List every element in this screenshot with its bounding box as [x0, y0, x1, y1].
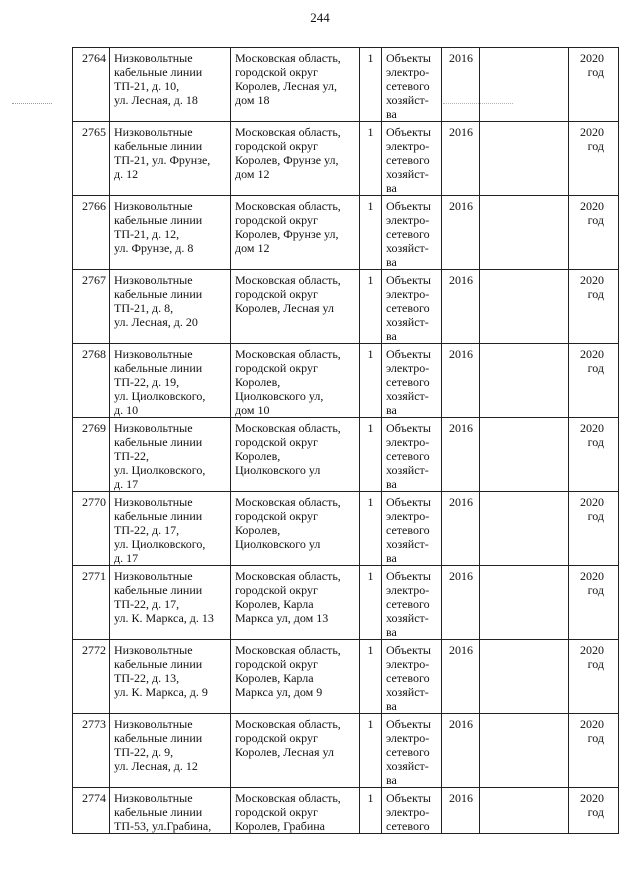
row-number-cell: 2770: [73, 492, 110, 566]
object-name-cell: Низковольтные кабельные линии ТП-21, д. 8, ул. Лесная, д. 20: [110, 270, 231, 344]
quantity-cell: 1: [360, 122, 382, 196]
category-cell: Объекты электро- сетевого хозяйст- ва: [382, 270, 442, 344]
empty-cell: [480, 788, 569, 834]
row-number-cell: 2768: [73, 344, 110, 418]
category-cell: Объекты электро- сетевого хозяйст- ва: [382, 196, 442, 270]
empty-cell: [480, 270, 569, 344]
address-cell: Московская область, городской округ Королев, Лесная ул: [231, 714, 360, 788]
row-number-cell: 2764: [73, 48, 110, 122]
quantity-cell: 1: [360, 48, 382, 122]
term-cell: 2020 год: [569, 566, 619, 640]
year-cell: 2016: [442, 196, 480, 270]
quantity-cell: 1: [360, 196, 382, 270]
empty-cell: [480, 714, 569, 788]
row-number-cell: 2774: [73, 788, 110, 834]
table-row: [73, 344, 619, 418]
row-number-cell: 2766: [73, 196, 110, 270]
table-row: [73, 566, 619, 640]
address-cell: Московская область, городской округ Королев, Фрунзе ул, дом 12: [231, 122, 360, 196]
object-name-cell: Низковольтные кабельные линии ТП-21, д. 10, ул. Лесная, д. 18: [110, 48, 231, 122]
term-cell: 2020 год: [569, 270, 619, 344]
object-name-cell: Низковольтные кабельные линии ТП-21, ул. Фрунзе, д. 12: [110, 122, 231, 196]
object-name-cell: Низковольтные кабельные линии ТП-22, д. 17, ул. Циолковского, д. 17: [110, 492, 231, 566]
table-row: [73, 492, 619, 566]
year-cell: 2016: [442, 270, 480, 344]
empty-cell: [480, 492, 569, 566]
object-name-cell: Низковольтные кабельные линии ТП-21, д. 12, ул. Фрунзе, д. 8: [110, 196, 231, 270]
table-body: [73, 48, 619, 834]
registry-table: [72, 47, 619, 834]
quantity-cell: 1: [360, 566, 382, 640]
term-cell: 2020 год: [569, 418, 619, 492]
term-cell: 2020 год: [569, 492, 619, 566]
year-cell: 2016: [442, 122, 480, 196]
address-cell: Московская область, городской округ Королев, Карла Маркса ул, дом 9: [231, 640, 360, 714]
row-number-cell: 2772: [73, 640, 110, 714]
quantity-cell: 1: [360, 344, 382, 418]
address-cell: Московская область, городской округ Королев, Циолковского ул: [231, 418, 360, 492]
object-name-cell: Низковольтные кабельные линии ТП-22, д. 13, ул. К. Маркса, д. 9: [110, 640, 231, 714]
address-cell: Московская область, городской округ Королев, Циолковского ул, дом 10: [231, 344, 360, 418]
registry-table-container: [72, 47, 618, 834]
address-cell: Московская область, городской округ Королев, Карла Маркса ул, дом 13: [231, 566, 360, 640]
term-cell: 2020 год: [569, 344, 619, 418]
empty-cell: [480, 122, 569, 196]
object-name-cell: Низковольтные кабельные линии ТП-53, ул.Грабина,: [110, 788, 231, 834]
table-row: [73, 714, 619, 788]
address-cell: Московская область, городской округ Королев, Лесная ул: [231, 270, 360, 344]
year-cell: 2016: [442, 566, 480, 640]
year-cell: 2016: [442, 418, 480, 492]
scan-artifact: [12, 103, 52, 106]
address-cell: Московская область, городской округ Королев, Лесная ул, дом 18: [231, 48, 360, 122]
category-cell: Объекты электро- сетевого хозяйст- ва: [382, 566, 442, 640]
year-cell: 2016: [442, 344, 480, 418]
quantity-cell: 1: [360, 788, 382, 834]
row-number-cell: 2769: [73, 418, 110, 492]
term-cell: 2020 год: [569, 122, 619, 196]
page-number: 244: [310, 10, 330, 25]
object-name-cell: Низковольтные кабельные линии ТП-22, д. 9, ул. Лесная, д. 12: [110, 714, 231, 788]
address-cell: Московская область, городской округ Королев, Грабина: [231, 788, 360, 834]
empty-cell: [480, 566, 569, 640]
row-number-cell: 2773: [73, 714, 110, 788]
table-row: [73, 270, 619, 344]
empty-cell: [480, 48, 569, 122]
quantity-cell: 1: [360, 640, 382, 714]
object-name-cell: Низковольтные кабельные линии ТП-22, ул. Циолковского, д. 17: [110, 418, 231, 492]
quantity-cell: 1: [360, 714, 382, 788]
category-cell: Объекты электро- сетевого хозяйст- ва: [382, 122, 442, 196]
category-cell: Объекты электро- сетевого хозяйст- ва: [382, 714, 442, 788]
year-cell: 2016: [442, 788, 480, 834]
category-cell: Объекты электро- сетевого хозяйст- ва: [382, 418, 442, 492]
term-cell: 2020 год: [569, 640, 619, 714]
table-row: [73, 196, 619, 270]
term-cell: 2020 год: [569, 196, 619, 270]
year-cell: 2016: [442, 492, 480, 566]
table-row: [73, 418, 619, 492]
term-cell: 2020 год: [569, 714, 619, 788]
quantity-cell: 1: [360, 492, 382, 566]
object-name-cell: Низковольтные кабельные линии ТП-22, д. 17, ул. К. Маркса, д. 13: [110, 566, 231, 640]
year-cell: 2016: [442, 48, 480, 122]
empty-cell: [480, 418, 569, 492]
term-cell: 2020 год: [569, 48, 619, 122]
category-cell: Объекты электро- сетевого хозяйст- ва: [382, 492, 442, 566]
quantity-cell: 1: [360, 270, 382, 344]
table-row: [73, 48, 619, 122]
object-name-cell: Низковольтные кабельные линии ТП-22, д. 19, ул. Циолковского, д. 10: [110, 344, 231, 418]
table-row: [73, 122, 619, 196]
quantity-cell: 1: [360, 418, 382, 492]
table-row: [73, 640, 619, 714]
term-cell: 2020 год: [569, 788, 619, 834]
empty-cell: [480, 640, 569, 714]
category-cell: Объекты электро- сетевого хозяйст- ва: [382, 344, 442, 418]
address-cell: Московская область, городской округ Королев, Циолковского ул: [231, 492, 360, 566]
address-cell: Московская область, городской округ Королев, Фрунзе ул, дом 12: [231, 196, 360, 270]
row-number-cell: 2767: [73, 270, 110, 344]
year-cell: 2016: [442, 714, 480, 788]
empty-cell: [480, 344, 569, 418]
category-cell: Объекты электро- сетевого: [382, 788, 442, 834]
row-number-cell: 2771: [73, 566, 110, 640]
table-row: [73, 788, 619, 834]
year-cell: 2016: [442, 640, 480, 714]
category-cell: Объекты электро- сетевого хозяйст- ва: [382, 640, 442, 714]
row-number-cell: 2765: [73, 122, 110, 196]
category-cell: Объекты электро- сетевого хозяйст- ва: [382, 48, 442, 122]
empty-cell: [480, 196, 569, 270]
